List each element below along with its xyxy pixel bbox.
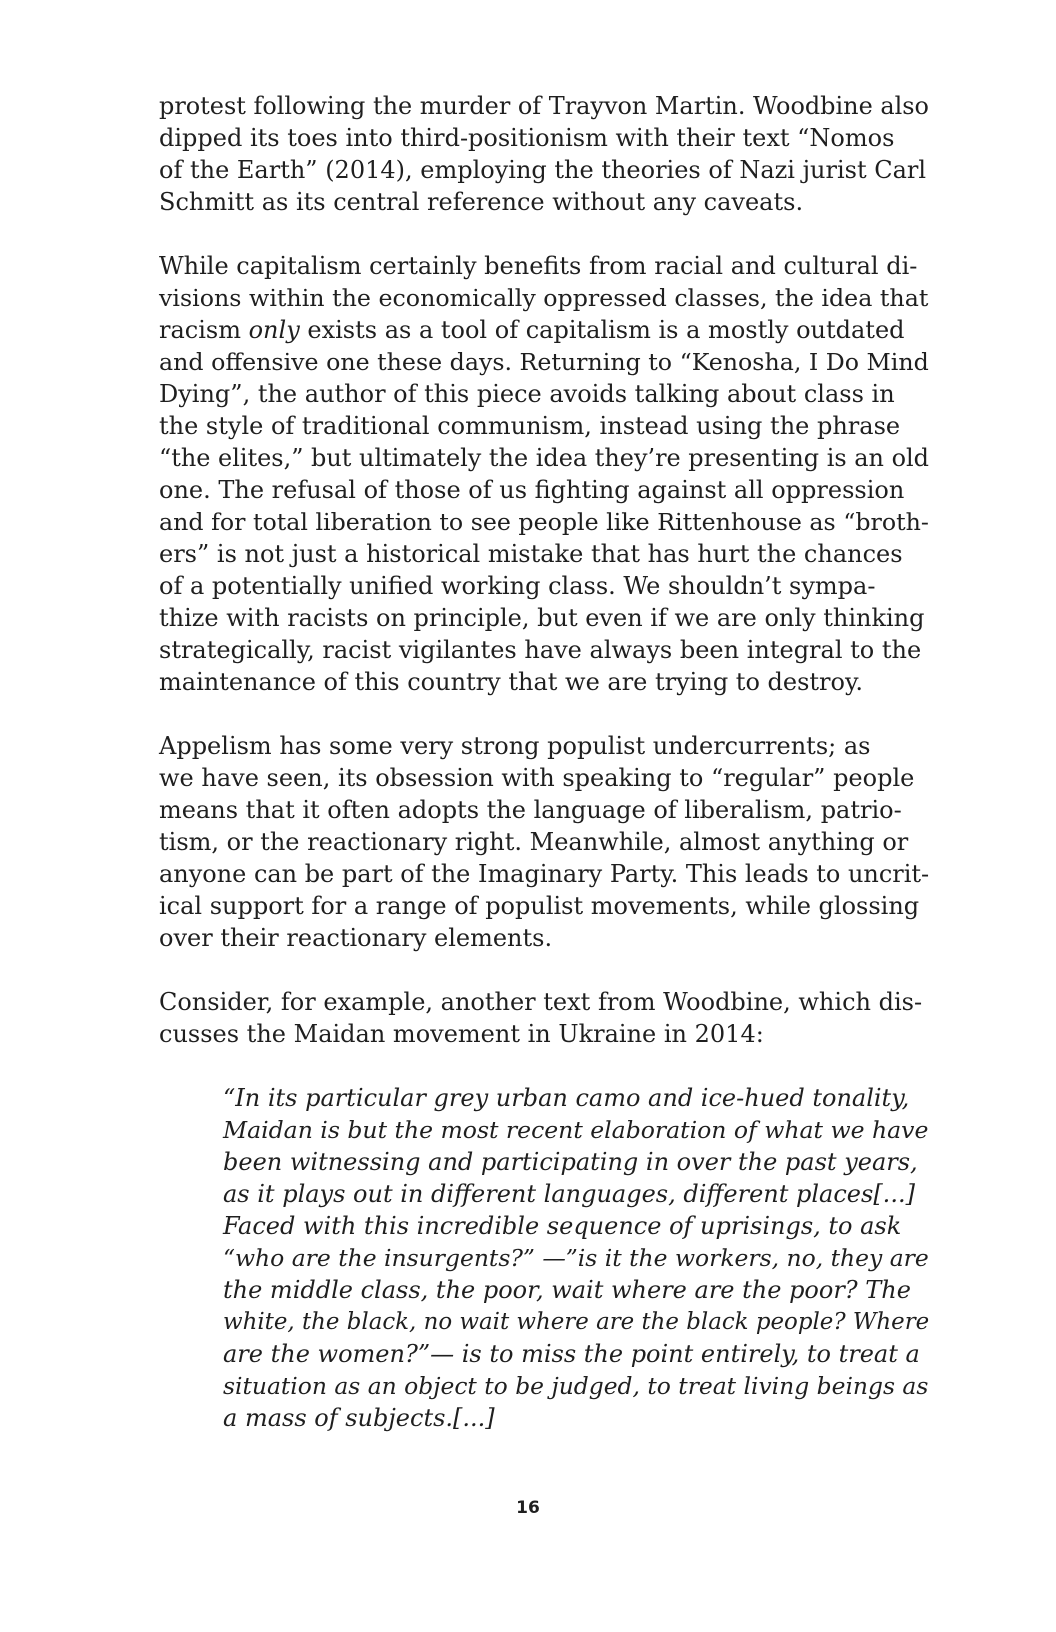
text-line: dipped its toes into third-positionism with their text “Nomos bbox=[159, 124, 895, 152]
paragraph-3 bbox=[159, 730, 959, 954]
quote-line: “who are the insurgents?” —”is it the workers, no, they are bbox=[223, 1244, 929, 1272]
quote-line: the middle class, the poor, wait where are the poor? The bbox=[223, 1276, 911, 1304]
text-line: maintenance of this country that we are trying to destroy. bbox=[159, 668, 863, 696]
text-line: over their reactionary elements. bbox=[159, 924, 553, 952]
text-line: one. The refusal of those of us fighting against all oppression bbox=[159, 476, 905, 504]
text-line: ers” is not just a historical mistake that has hurt the chances bbox=[159, 540, 903, 568]
blockquote bbox=[223, 1082, 959, 1434]
text-line: tism, or the reactionary right. Meanwhile, almost anything or bbox=[159, 828, 909, 856]
emphasis-only: only bbox=[248, 316, 300, 344]
text-line-with-emphasis bbox=[159, 314, 959, 346]
text-line: means that it often adopts the language of liberalism, patrio- bbox=[159, 796, 902, 824]
quote-line: white, the black, no wait where are the black people? Where bbox=[223, 1309, 930, 1335]
quote-line: are the women?”— is to miss the point entirely, to treat a bbox=[223, 1340, 920, 1368]
text-run: exists as a tool of capitalism is a mostly outdated bbox=[299, 316, 905, 344]
paragraph-4 bbox=[159, 986, 959, 1050]
text-line: While capitalism certainly benefits from racial and cultural di- bbox=[159, 252, 918, 280]
quote-line: “In its particular grey urban camo and ice-hued tonality, bbox=[223, 1084, 910, 1112]
text-line: ical support for a range of populist movements, while glossing bbox=[159, 892, 920, 920]
quote-line: a mass of subjects.[...] bbox=[223, 1404, 495, 1432]
paragraph-2 bbox=[159, 250, 959, 698]
text-line: visions within the economically oppressed classes, the idea that bbox=[159, 284, 929, 312]
body-text bbox=[159, 90, 959, 1434]
quote-line: situation as an object to be judged, to treat living beings as bbox=[223, 1372, 929, 1400]
text-run: racism bbox=[159, 316, 249, 344]
text-line: of a potentially unified working class. We shouldn’t sympa- bbox=[159, 572, 876, 600]
text-line: Consider, for example, another text from Woodbine, which dis- bbox=[159, 988, 923, 1016]
text-line: cusses the Maidan movement in Ukraine in 2014: bbox=[159, 1020, 764, 1048]
text-line: of the Earth” (2014), employing the theories of Nazi jurist Carl bbox=[159, 156, 927, 184]
text-line: “the elites,” but ultimately the idea they’re presenting is an old bbox=[159, 444, 929, 472]
quote-line: Maidan is but the most recent elaboration of what we have bbox=[223, 1116, 929, 1144]
text-line: Dying”, the author of this piece avoids talking about class in bbox=[159, 380, 895, 408]
paragraph-1 bbox=[159, 90, 959, 218]
quote-line: been witnessing and participating in over the past years, bbox=[223, 1148, 918, 1176]
page-number: 16 bbox=[516, 1498, 540, 1518]
quote-line: Faced with this incredible sequence of uprisings, to ask bbox=[223, 1212, 902, 1240]
text-line: thize with racists on principle, but even if we are only thinking bbox=[159, 604, 925, 632]
text-line: anyone can be part of the Imaginary Party. This leads to uncrit- bbox=[159, 860, 930, 888]
text-line: protest following the murder of Trayvon Martin. Woodbine also bbox=[159, 92, 929, 120]
text-line: the style of traditional communism, instead using the phrase bbox=[159, 412, 901, 440]
text-line: Appelism has some very strong populist undercurrents; as bbox=[159, 732, 871, 760]
text-line: strategically, racist vigilantes have always been integral to the bbox=[159, 636, 922, 664]
text-line: and for total liberation to see people like Rittenhouse as “broth- bbox=[159, 508, 929, 536]
text-line: Schmitt as its central reference without any caveats. bbox=[159, 188, 804, 216]
quote-line: as it plays out in different languages, different places[...] bbox=[223, 1180, 915, 1208]
text-line: we have seen, its obsession with speaking to “regular” people bbox=[159, 764, 915, 792]
text-line: and offensive one these days. Returning to “Kenosha, I Do Mind bbox=[159, 348, 929, 376]
